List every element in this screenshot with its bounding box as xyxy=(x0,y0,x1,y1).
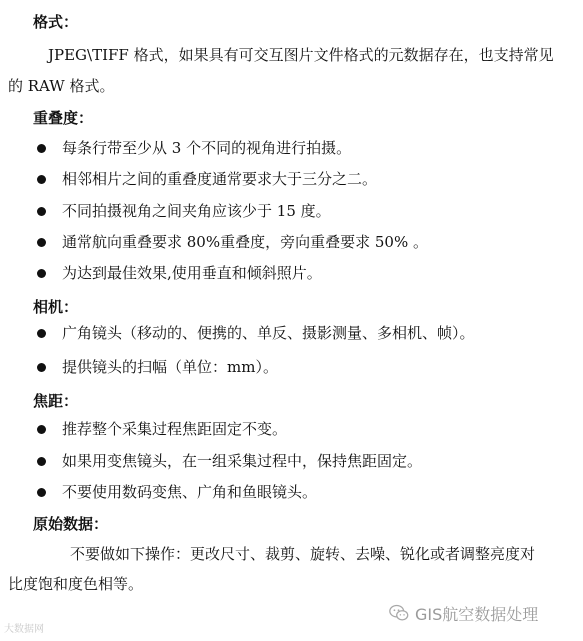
list-item-text: 不要使用数码变焦、广角和鱼眼镜头。 xyxy=(62,483,318,501)
heading-overlap: 重叠度： xyxy=(33,109,94,127)
bullet-icon xyxy=(37,488,46,497)
list-item-text: 推荐整个采集过程焦距固定不变。 xyxy=(62,420,288,438)
list-item-text: 提供镜头的扫幅（单位：mm）。 xyxy=(62,358,278,376)
bullet-icon xyxy=(37,269,46,278)
bullet-icon xyxy=(37,457,46,466)
watermark-right xyxy=(388,600,538,626)
list-item-text: 为达到最佳效果,使用垂直和倾斜照片。 xyxy=(62,264,322,282)
list-item xyxy=(33,262,322,284)
list-item xyxy=(33,231,428,253)
bullet-icon xyxy=(37,425,46,434)
heading-format: 格式： xyxy=(33,13,79,31)
list-item-text: 通常航向重叠要求 80%重叠度，旁向重叠要求 50% 。 xyxy=(62,233,428,251)
list-item xyxy=(33,450,422,472)
format-paragraph-line1: JPEG\TIFF 格式，如果具有可交互图片文件格式的元数据存在，也支持常见 xyxy=(48,46,554,64)
heading-raw-data: 原始数据： xyxy=(33,515,109,533)
list-item-text: 不同拍摄视角之间夹角应该少于 15 度。 xyxy=(62,202,331,220)
list-item-text: 相邻相片之间的重叠度通常要求大于三分之二。 xyxy=(62,170,378,188)
list-item xyxy=(33,481,317,503)
heading-camera: 相机： xyxy=(33,298,79,316)
list-item xyxy=(33,418,287,440)
heading-focal-length: 焦距： xyxy=(33,392,79,410)
bullet-icon xyxy=(37,238,46,247)
list-item xyxy=(33,356,278,378)
wechat-icon xyxy=(388,602,410,624)
raw-data-paragraph-line1: 不要做如下操作：更改尺寸、裁剪、旋转、去噪、锐化或者调整亮度对 xyxy=(70,545,536,563)
list-item xyxy=(33,200,331,222)
list-item-text: 广角镜头（移动的、便携的、单反、摄影测量、多相机、帧）。 xyxy=(62,324,475,342)
list-item xyxy=(33,322,475,344)
bullet-icon xyxy=(37,329,46,338)
bullet-icon xyxy=(37,175,46,184)
watermark-left: 大数据网 xyxy=(4,624,44,635)
list-item-text: 每条行带至少从 3 个不同的视角进行拍摄。 xyxy=(62,139,352,157)
list-item-text: 如果用变焦镜头，在一组采集过程中，保持焦距固定。 xyxy=(62,452,423,470)
bullet-icon xyxy=(37,363,46,372)
watermark-right-text: GIS航空数据处理 xyxy=(415,604,539,624)
bullet-icon xyxy=(37,144,46,153)
bullet-icon xyxy=(37,207,46,216)
list-item xyxy=(33,168,377,190)
format-paragraph-line2: 的 RAW 格式。 xyxy=(8,77,115,95)
list-item xyxy=(33,137,351,159)
raw-data-paragraph-line2: 比度饱和度色相等。 xyxy=(8,575,144,593)
